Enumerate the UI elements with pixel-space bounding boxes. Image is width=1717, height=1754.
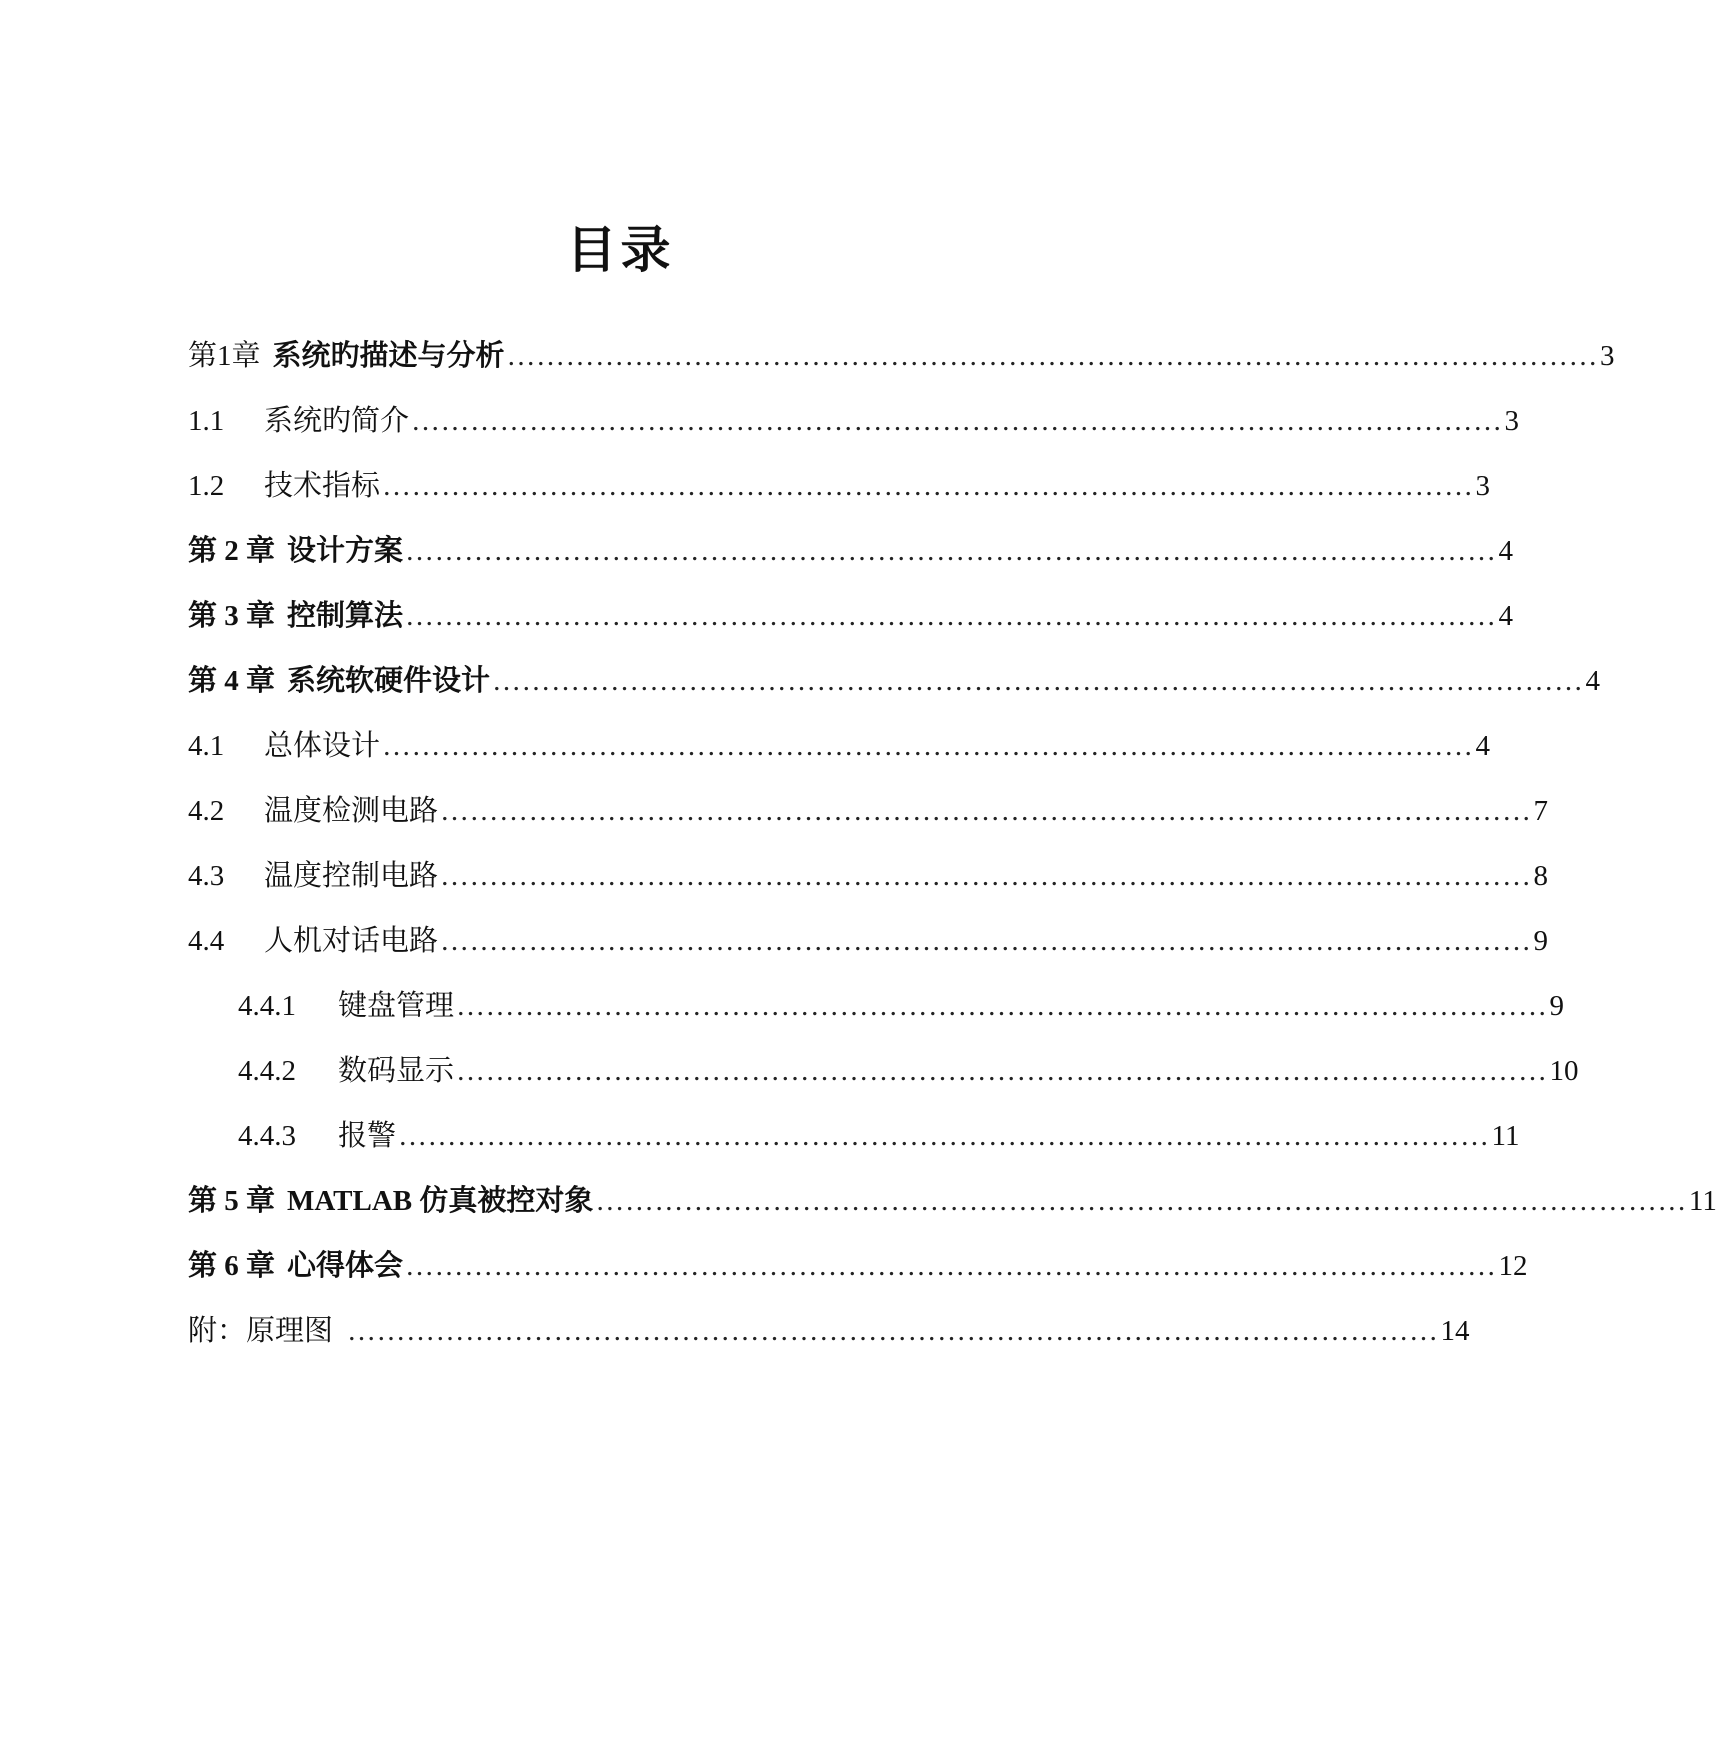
toc-entry[interactable] xyxy=(188,468,1491,533)
toc-entry-label: 人机对话电路 xyxy=(264,925,439,957)
toc-entry[interactable] xyxy=(188,533,1514,598)
dot-leader: ………………………………………………………………………………………………… xyxy=(405,535,1497,567)
toc-entry-number: 4.1 xyxy=(188,730,225,762)
toc-entry-number: 4.3 xyxy=(188,860,225,892)
dot-leader: ………………………………………………………………………………………………… xyxy=(411,405,1503,437)
toc-entry-number: 第 6 章 xyxy=(188,1250,276,1282)
toc-entry-page: 11 xyxy=(1491,1120,1520,1152)
toc-entry[interactable] xyxy=(188,988,1565,1053)
toc-entry-page: 7 xyxy=(1533,795,1549,827)
dot-leader: ………………………………………………………………………………………………… xyxy=(492,665,1584,697)
toc-entry-page: 9 xyxy=(1549,990,1565,1022)
toc-entry-label: 总体设计 xyxy=(264,730,381,762)
toc-entry-label: 报警 xyxy=(338,1120,397,1152)
toc-entry-label: 键盘管理 xyxy=(338,990,455,1022)
toc-entry-number: 1.1 xyxy=(188,405,225,437)
toc-entry[interactable] xyxy=(188,1248,1528,1313)
toc-entry-number: 4.4.1 xyxy=(238,990,296,1022)
dot-leader: ………………………………………………………………………………………………… xyxy=(347,1315,1439,1347)
toc-entry[interactable] xyxy=(188,403,1520,468)
dot-leader: ………………………………………………………………………………………………… xyxy=(440,795,1532,827)
toc-entry-number: 第 3 章 xyxy=(188,600,276,632)
toc-entry-page: 8 xyxy=(1533,860,1549,892)
dot-leader: ………………………………………………………………………………………………… xyxy=(382,730,1474,762)
toc-entry-number: 4.4.3 xyxy=(238,1120,296,1152)
toc-entry-number: 第 5 章 xyxy=(188,1185,276,1217)
dot-leader: ………………………………………………………………………………………………… xyxy=(456,990,1548,1022)
toc-entry[interactable] xyxy=(188,858,1549,923)
toc-entry-number: 4.4 xyxy=(188,925,225,957)
dot-leader: ………………………………………………………………………………………………… xyxy=(506,340,1599,372)
toc-entry-page: 11 xyxy=(1688,1185,1717,1217)
toc-entry[interactable] xyxy=(188,1118,1520,1183)
toc-entry-label: 控制算法 xyxy=(287,600,404,632)
toc-entry[interactable] xyxy=(188,728,1491,793)
toc-entry[interactable] xyxy=(188,663,1601,728)
toc-entry-label: MATLAB 仿真被控对象 xyxy=(287,1185,594,1217)
toc-entry-number: 附： xyxy=(188,1315,247,1347)
toc-entry-page: 4 xyxy=(1498,600,1514,632)
toc-entry-label: 温度控制电路 xyxy=(264,860,439,892)
table-of-contents xyxy=(188,338,1717,1378)
toc-entry-page: 3 xyxy=(1600,340,1615,372)
toc-entry-label: 心得体会 xyxy=(287,1250,404,1282)
toc-entry-label: 设计方案 xyxy=(287,535,404,567)
toc-entry[interactable] xyxy=(188,338,1615,403)
toc-entry-label: 原理图 xyxy=(246,1315,334,1347)
toc-entry-number: 4.2 xyxy=(188,795,225,827)
dot-leader: ………………………………………………………………………………………………… xyxy=(595,1185,1687,1217)
toc-entry-page: 9 xyxy=(1533,925,1549,957)
dot-leader: ………………………………………………………………………………………………… xyxy=(405,600,1497,632)
toc-entry-page: 4 xyxy=(1585,665,1601,697)
dot-leader: ………………………………………………………………………………………………… xyxy=(398,1120,1490,1152)
toc-entry-page: 3 xyxy=(1475,470,1491,502)
toc-entry-label: 温度检测电路 xyxy=(264,795,439,827)
toc-entry[interactable] xyxy=(188,923,1549,988)
toc-entry-number: 第1章 xyxy=(188,340,261,372)
toc-entry[interactable] xyxy=(188,1313,1470,1378)
toc-entry-page: 3 xyxy=(1504,405,1520,437)
dot-leader: ………………………………………………………………………………………………… xyxy=(405,1250,1497,1282)
toc-entry-label: 数码显示 xyxy=(338,1055,455,1087)
toc-entry-page: 10 xyxy=(1549,1055,1579,1087)
toc-entry[interactable] xyxy=(188,793,1549,858)
toc-entry[interactable] xyxy=(188,598,1514,663)
dot-leader: ………………………………………………………………………………………………… xyxy=(440,860,1532,892)
toc-entry-number: 第 4 章 xyxy=(188,665,276,697)
toc-entry-number: 1.2 xyxy=(188,470,225,502)
toc-entry-label: 系统软硬件设计 xyxy=(287,665,491,697)
toc-entry-label: 技术指标 xyxy=(264,470,381,502)
toc-entry[interactable] xyxy=(188,1183,1717,1248)
toc-entry-number: 4.4.2 xyxy=(238,1055,296,1087)
toc-entry-page: 14 xyxy=(1440,1315,1470,1347)
toc-entry-label: 系统旳简介 xyxy=(264,405,410,437)
dot-leader: ………………………………………………………………………………………………… xyxy=(382,470,1474,502)
page-title: 目录 xyxy=(566,221,675,279)
toc-entry-page: 4 xyxy=(1475,730,1491,762)
toc-entry-label: 系统旳描述与分析 xyxy=(272,340,505,372)
toc-entry[interactable] xyxy=(188,1053,1579,1118)
toc-entry-page: 4 xyxy=(1498,535,1514,567)
dot-leader: ………………………………………………………………………………………………… xyxy=(440,925,1532,957)
toc-entry-page: 12 xyxy=(1498,1250,1528,1282)
toc-entry-number: 第 2 章 xyxy=(188,535,276,567)
dot-leader: ………………………………………………………………………………………………… xyxy=(456,1055,1548,1087)
